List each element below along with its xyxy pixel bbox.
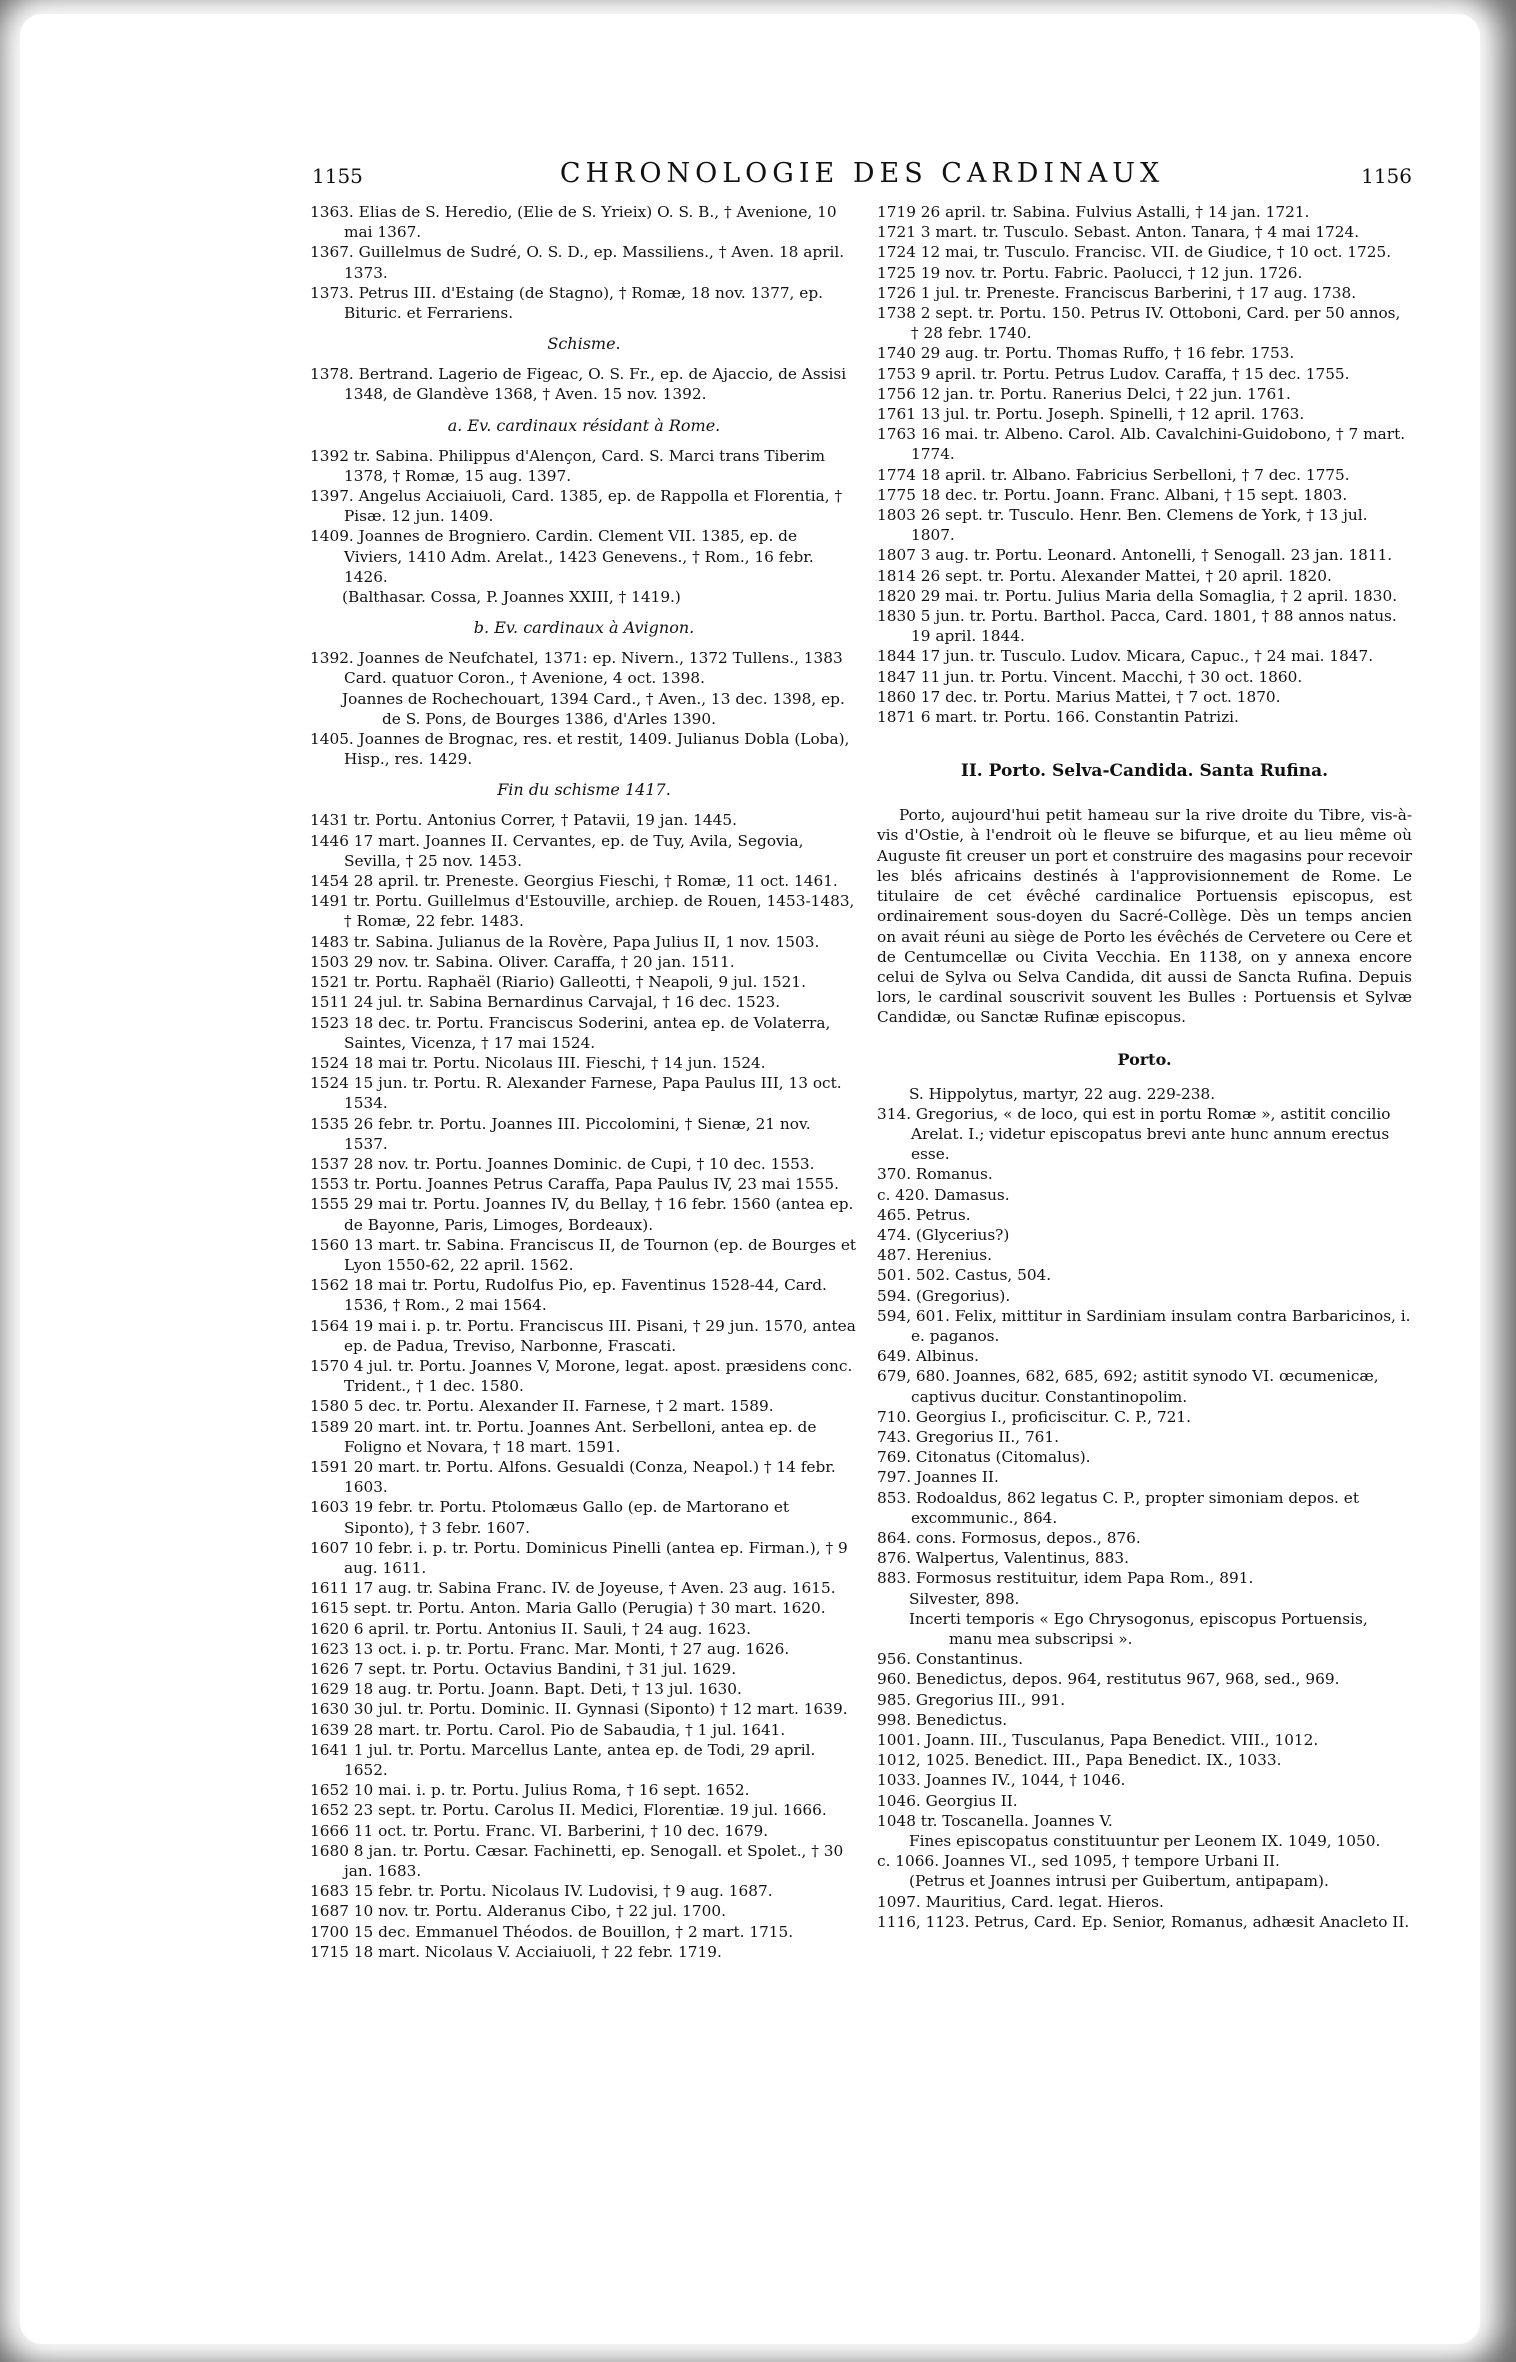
- entry: 1001. Joann. III., Tusculanus, Papa Benedict. VIII., 1012.: [877, 1731, 1319, 1750]
- entry: 1683 15 febr. tr. Portu. Nicolaus IV. Ludovisi, † 9 aug. 1687.: [310, 1882, 773, 1901]
- entry: 314. Gregorius, « de loco, qui est in portu Romæ », astitit concilio Arelat. I.; videtur episcopatus brevi ante hunc annum erectus esse.: [877, 1104, 1391, 1164]
- entry: 1775 18 dec. tr. Portu. Joann. Franc. Albani, † 15 sept. 1803.: [877, 485, 1348, 504]
- entry: 1721 3 mart. tr. Tusculo. Sebast. Anton. Tanara, † 4 mai 1724.: [877, 223, 1360, 242]
- entry: 1511 24 jul. tr. Sabina Bernardinus Carvajal, † 16 dec. 1523.: [310, 993, 781, 1012]
- entry: 1803 26 sept. tr. Tusculo. Henr. Ben. Clemens de York, † 13 jul. 1807.: [877, 506, 1368, 545]
- entry: 1763 16 mai. tr. Albeno. Carol. Alb. Cavalchini-Guidobono, † 7 mart. 1774.: [877, 425, 1406, 464]
- entry: 1553 tr. Portu. Joannes Petrus Caraffa, Papa Paulus IV, 23 mai 1555.: [310, 1175, 839, 1194]
- entry: 594. (Gregorius).: [877, 1286, 1011, 1305]
- entry: 1626 7 sept. tr. Portu. Octavius Bandini, † 31 jul. 1629.: [310, 1660, 737, 1678]
- entry: 594, 601. Felix, mittitur in Sardiniam insulam contra Barbaricinos, i. e. paganos.: [877, 1306, 1411, 1345]
- entry: 1367. Guillelmus de Sudré, O. S. D., ep. Massiliens., † Aven. 18 april. 1373.: [310, 243, 845, 282]
- left-column: [310, 202, 858, 1962]
- entry: 1641 1 jul. tr. Portu. Marcellus Lante, antea ep. de Todi, 29 april. 1652.: [310, 1740, 816, 1780]
- running-title: CHRONOLOGIE DES CARDINAUX: [559, 158, 1165, 189]
- entry: 1860 17 dec. tr. Portu. Marius Mattei, † 7 oct. 1870.: [877, 687, 1281, 706]
- entry: 998. Benedictus.: [877, 1710, 1008, 1729]
- right-column: [877, 202, 1412, 1932]
- entry: 1761 13 jul. tr. Portu. Joseph. Spinelli, † 12 april. 1763.: [877, 405, 1305, 424]
- entry: 1431 tr. Portu. Antonius Correr, † Patavii, 19 jan. 1445.: [310, 811, 737, 830]
- entry: 1629 18 aug. tr. Portu. Joann. Bapt. Deti, † 13 jul. 1630.: [310, 1680, 742, 1699]
- entry: 1652 23 sept. tr. Portu. Carolus II. Medici, Florentiæ. 19 jul. 1666.: [310, 1801, 827, 1820]
- entry: 1048 tr. Toscanella. Joannes V.: [877, 1811, 1113, 1830]
- entry: 1409. Joannes de Brogniero. Cardin. Clement VII. 1385, ep. de Viviers, 1410 Adm. Arelat., 1423 Genevens., † Rom., 16 febr. 1426.: [310, 527, 814, 586]
- entry: 370. Romanus.: [877, 1165, 993, 1184]
- entry: 487. Herenius.: [877, 1246, 992, 1265]
- entry: 1753 9 april. tr. Portu. Petrus Ludov. Caraffa, † 15 dec. 1755.: [877, 364, 1350, 383]
- entry: 1607 10 febr. i. p. tr. Portu. Dominicus Pinelli (antea ep. Firman.), † 9 aug. 1611.: [310, 1538, 848, 1577]
- entry: 797. Joannes II.: [877, 1468, 999, 1487]
- entry: 1623 13 oct. i. p. tr. Portu. Franc. Mar. Monti, † 27 aug. 1626.: [310, 1639, 790, 1658]
- entry: 1680 8 jan. tr. Portu. Cæsar. Fachinetti, ep. Senogall. et Spolet., † 30 jan. 1683.: [310, 1841, 844, 1881]
- sub-entry: Silvester, 898.: [909, 1589, 1020, 1608]
- entry: 864. cons. Formosus, depos., 876.: [877, 1528, 1141, 1547]
- entry: 1740 29 aug. tr. Portu. Thomas Ruffo, † 16 febr. 1753.: [877, 344, 1295, 363]
- left-page-number: 1155: [312, 164, 363, 188]
- entry: 883. Formosus restituitur, idem Papa Rom., 891.: [877, 1569, 1254, 1588]
- entry: 1820 29 mai. tr. Portu. Julius Maria della Somaglia, † 2 april. 1830.: [877, 586, 1398, 605]
- sub-entry: Joannes de Rochechouart, 1394 Card., † Aven., 13 dec. 1398, ep. de S. Pons, de Bourges 1386, d'Arles 1390.: [342, 689, 845, 728]
- entry: 1555 29 mai tr. Portu. Joannes IV, du Bellay, † 16 febr. 1560 (antea ep. de Bayonne, Paris, Limoges, Bordeaux).: [310, 1195, 854, 1234]
- section-heading: a. Ev. cardinaux résidant à Rome.: [447, 415, 721, 435]
- entry: 1725 19 nov. tr. Portu. Fabric. Paolucci, † 12 jun. 1726.: [877, 263, 1303, 282]
- entry: 1491 tr. Portu. Guillelmus d'Estouville, archiep. de Rouen, 1453-1483, † Romæ, 22 febr. 1483.: [310, 892, 855, 931]
- section-title: II. Porto. Selva-Candida. Santa Rufina.: [960, 761, 1329, 782]
- entry: 465. Petrus.: [877, 1205, 971, 1224]
- entry: 1603 19 febr. tr. Portu. Ptolomæus Gallo (ep. de Martorano et Siponto), † 3 febr. 1607.: [310, 1498, 790, 1537]
- sub-entry: S. Hippolytus, martyr, 22 aug. 229-238.: [909, 1084, 1216, 1103]
- entry: 1570 4 jul. tr. Portu. Joannes V, Morone, legat. apost. præsidens conc. Trident., † 1 dec. 1580.: [310, 1356, 853, 1396]
- entry: 1630 30 jul. tr. Portu. Dominic. II. Gynnasi (Siponto) † 12 mart. 1639.: [310, 1700, 848, 1719]
- entry: 1620 6 april. tr. Portu. Antonius II. Sauli, † 24 aug. 1623.: [310, 1619, 751, 1638]
- entry: 769. Citonatus (Citomalus).: [877, 1448, 1091, 1467]
- entry: 1830 5 jun. tr. Portu. Barthol. Pacca, Card. 1801, † 88 annos natus. 19 april. 1844.: [877, 607, 1397, 646]
- entry: 1392. Joannes de Neufchatel, 1371: ep. Nivern., 1372 Tullens., 1383 Card. quatuor Coron., † Avenione, 4 oct. 1398.: [310, 649, 843, 688]
- entry: 1719 26 april. tr. Sabina. Fulvius Astalli, † 14 jan. 1721.: [877, 203, 1310, 221]
- section-heading: Schisme.: [547, 334, 621, 354]
- entry: 1847 11 jun. tr. Portu. Vincent. Macchi, † 30 oct. 1860.: [877, 667, 1303, 686]
- entry: c. 420. Damasus.: [877, 1185, 1010, 1204]
- sub-entry: Incerti temporis « Ego Chrysogonus, episcopus Portuensis, manu mea subscripsi ».: [909, 1609, 1368, 1648]
- entry: 1639 28 mart. tr. Portu. Carol. Pio de Sabaudia, † 1 jul. 1641.: [310, 1720, 786, 1739]
- entry: 1537 28 nov. tr. Portu. Joannes Dominic. de Cupi, † 10 dec. 1553.: [310, 1154, 815, 1173]
- entry: 1560 13 mart. tr. Sabina. Franciscus II, de Tournon (ep. de Bourges et Lyon 1550-62, 22 april. 1562.: [310, 1235, 857, 1274]
- entry: 1687 10 nov. tr. Portu. Alderanus Cibo, † 22 jul. 1700.: [310, 1902, 726, 1921]
- entry: 960. Benedictus, depos. 964, restitutus 967, 968, sed., 969.: [877, 1670, 1340, 1689]
- entry: 1615 sept. tr. Portu. Anton. Maria Gallo (Perugia) † 30 mart. 1620.: [310, 1599, 826, 1618]
- entry: 956. Constantinus.: [877, 1650, 1024, 1669]
- entry: 1814 26 sept. tr. Portu. Alexander Mattei, † 20 april. 1820.: [877, 566, 1332, 585]
- entry: 1756 12 jan. tr. Portu. Ranerius Delci, † 22 jun. 1761.: [877, 384, 1291, 403]
- entry: 1589 20 mart. int. tr. Portu. Joannes Ant. Serbelloni, antea ep. de Foligno et Novara, † 18 mart. 1591.: [310, 1417, 817, 1456]
- section-heading: b. Ev. cardinaux à Avignon.: [473, 618, 695, 638]
- sub-entry: (Petrus et Joannes intrusi per Guibertum, antipapam).: [909, 1872, 1329, 1891]
- entry: 853. Rodoaldus, 862 legatus C. P., propter simoniam depos. et excommunic., 864.: [877, 1488, 1359, 1527]
- entry: 1611 17 aug. tr. Sabina Franc. IV. de Joyeuse, † Aven. 23 aug. 1615.: [310, 1579, 836, 1598]
- entry: 1521 tr. Portu. Raphaël (Riario) Galleotti, † Neapoli, 9 jul. 1521.: [310, 973, 806, 992]
- entry: 710. Georgius I., proficiscitur. C. P., 721.: [877, 1407, 1191, 1426]
- entry: 1844 17 jun. tr. Tusculo. Ludov. Micara, Capuc., † 24 mai. 1847.: [877, 647, 1374, 666]
- entry: 1726 1 jul. tr. Preneste. Franciscus Barberini, † 17 aug. 1738.: [877, 283, 1357, 302]
- entry: 1378. Bertrand. Lagerio de Figeac, O. S. Fr., ep. de Ajaccio, de Assisi 1348, de Glandève 1368, † Aven. 15 nov. 1392.: [310, 365, 847, 404]
- entry: 1373. Petrus III. d'Estaing (de Stagno), † Romæ, 18 nov. 1377, ep. Bituric. et Ferrariens.: [310, 283, 823, 323]
- entry: 743. Gregorius II., 761.: [877, 1427, 1060, 1446]
- entry: 1591 20 mart. tr. Portu. Alfons. Gesualdi (Conza, Neapol.) † 14 febr. 1603.: [310, 1457, 836, 1497]
- entry: 1871 6 mart. tr. Portu. 166. Constantin Patrizi.: [877, 708, 1239, 727]
- entry: 1046. Georgius II.: [877, 1791, 1018, 1810]
- entry: 1363. Elias de S. Heredio, (Elie de S. Yrieix) O. S. B., † Avenione, 10 mai 1367.: [310, 203, 837, 242]
- entry: 1562 18 mai tr. Portu, Rudolfus Pio, ep. Faventinus 1528-44, Card. 1536, † Rom., 2 mai 1564.: [310, 1276, 827, 1315]
- entry: 1116, 1123. Petrus, Card. Ep. Senior, Romanus, adhæsit Anacleto II.: [877, 1912, 1410, 1931]
- subsection-heading: Porto.: [1117, 1049, 1172, 1069]
- entry: 1807 3 aug. tr. Portu. Leonard. Antonelli, † Senogall. 23 jan. 1811.: [877, 546, 1393, 565]
- entry: 1097. Mauritius, Card. legat. Hieros.: [877, 1892, 1164, 1911]
- entry: 1392 tr. Sabina. Philippus d'Alençon, Card. S. Marci trans Tiberim 1378, † Romæ, 15 aug. 1397.: [310, 446, 825, 485]
- entry: c. 1066. Joannes VI., sed 1095, † tempore Urbani II.: [877, 1852, 1280, 1871]
- entry: 1652 10 mai. i. p. tr. Portu. Julius Roma, † 16 sept. 1652.: [310, 1781, 750, 1800]
- entry: 1524 15 jun. tr. Portu. R. Alexander Farnese, Papa Paulus III, 13 oct. 1534.: [310, 1074, 842, 1113]
- entry: 1503 29 nov. tr. Sabina. Oliver. Caraffa, † 20 jan. 1511.: [310, 952, 735, 971]
- entry: 876. Walpertus, Valentinus, 883.: [877, 1549, 1129, 1568]
- entry: 1724 12 mai, tr. Tusculo. Francisc. VII. de Giudice, † 10 oct. 1725.: [877, 243, 1392, 262]
- sub-entry: (Balthasar. Cossa, P. Joannes XXIII, † 1419.): [342, 588, 681, 607]
- section-heading: Fin du schisme 1417.: [497, 780, 671, 800]
- entry: 1666 11 oct. tr. Portu. Franc. VI. Barberini, † 10 dec. 1679.: [310, 1821, 769, 1840]
- entry: 1033. Joannes IV., 1044, † 1046.: [877, 1771, 1126, 1790]
- entry: 501. 502. Castus, 504.: [877, 1266, 1052, 1285]
- entry: 1738 2 sept. tr. Portu. 150. Petrus IV. Ottoboni, Card. per 50 annos, † 28 febr. 1740.: [877, 304, 1401, 343]
- entry: 1483 tr. Sabina. Julianus de la Rovère, Papa Julius II, 1 nov. 1503.: [310, 932, 820, 951]
- entry: 1523 18 dec. tr. Portu. Franciscus Soderini, antea ep. de Volaterra, Saintes, Vicenza, † 17 mai 1524.: [310, 1013, 831, 1052]
- entry: 1774 18 april. tr. Albano. Fabricius Serbelloni, † 7 dec. 1775.: [877, 465, 1350, 484]
- entry: 1397. Angelus Acciaiuoli, Card. 1385, ep. de Rappolla et Florentia, † Pisæ. 12 jun. 1409.: [310, 487, 843, 526]
- entry: 1700 15 dec. Emmanuel Théodos. de Bouillon, † 2 mart. 1715.: [310, 1922, 794, 1941]
- entry: 1564 19 mai i. p. tr. Portu. Franciscus III. Pisani, † 29 jun. 1570, antea ep. de Padua, Treviso, Narbonne, Frascati.: [310, 1316, 856, 1355]
- sub-entry: Fines episcopatus constituuntur per Leonem IX. 1049, 1050.: [909, 1832, 1381, 1851]
- entry: 1012, 1025. Benedict. III., Papa Benedict. IX., 1033.: [877, 1751, 1282, 1770]
- entry: 474. (Glycerius?): [877, 1225, 1010, 1244]
- paragraph: Porto, aujourd'hui petit hameau sur la rive droite du Tibre, vis-à-vis d'Ostie, à l'endroit où le fleuve se bifurque, et au lieu même où Auguste fit creuser un port et construire des magasins pour recevoir les blés africains destinés à l'approvisionnement de Rome. Le titulaire de cet évêché cardinalice Portuensis episcopus, est ordinairement sous-doyen du Sacré-Collège. Dès un temps ancien on avait réuni au siège de Porto les évêchés de Cervetere ou Cere et de Centumcellæ ou Civita Vecchia. En 1138, on y annexa encore celui de Sylva ou Selva Candida, dit aussi de Sancta Rufina. Depuis lors, le cardinal souscrivit souvent les Bulles : Portuensis et Sylvæ Candidæ, ou Sanctæ Rufinæ episcopus.: [877, 806, 1412, 1027]
- right-page-number: 1156: [1361, 164, 1412, 188]
- entry: 1580 5 dec. tr. Portu. Alexander II. Farnese, † 2 mart. 1589.: [310, 1397, 774, 1416]
- entry: 985. Gregorius III., 991.: [877, 1690, 1066, 1709]
- entry: 1715 18 mart. Nicolaus V. Acciaiuoli, † 22 febr. 1719.: [310, 1942, 722, 1961]
- entry: 1524 18 mai tr. Portu. Nicolaus III. Fieschi, † 14 jun. 1524.: [310, 1053, 766, 1072]
- entry: 1454 28 april. tr. Preneste. Georgius Fieschi, † Romæ, 11 oct. 1461.: [310, 872, 838, 891]
- entry: 679, 680. Joannes, 682, 685, 692; astitit synodo VI. œcumenicæ, captivus ducitur. Constantinopolim.: [877, 1367, 1379, 1406]
- running-header: [312, 158, 1412, 198]
- entry: 649. Albinus.: [877, 1347, 979, 1366]
- entry: 1535 26 febr. tr. Portu. Joannes III. Piccolomini, † Sienæ, 21 nov. 1537.: [310, 1114, 811, 1153]
- entry: 1405. Joannes de Brognac, res. et restit, 1409. Julianus Dobla (Loba), Hisp., res. 1429.: [310, 730, 850, 769]
- entry: 1446 17 mart. Joannes II. Cervantes, ep. de Tuy, Avila, Segovia, Sevilla, † 25 nov. 1453.: [310, 831, 804, 870]
